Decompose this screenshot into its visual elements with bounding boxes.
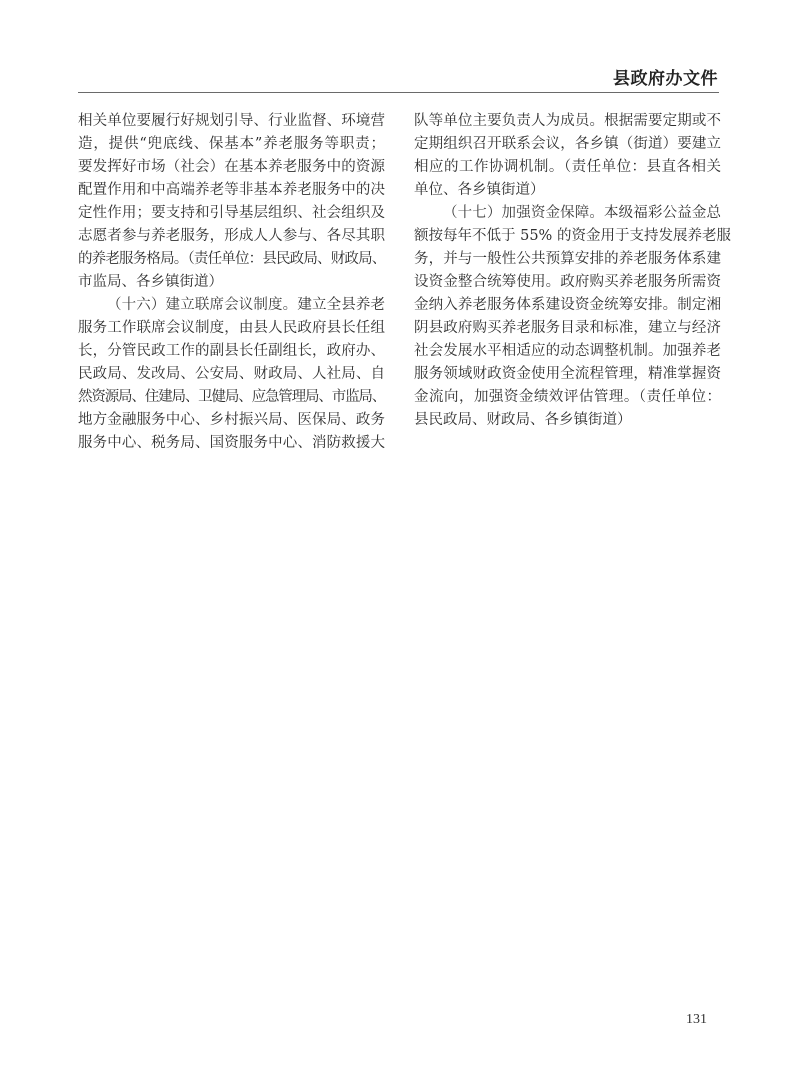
text-line: 长，分管民政工作的副县长任副组长，政府办、 xyxy=(78,343,385,359)
section-heading-16: （十六）建立联席会议制度。 xyxy=(107,297,298,313)
header-divider xyxy=(78,92,719,93)
text-line: 金流向，加强资金绩效评估管理。（责任单位： xyxy=(414,389,721,405)
text-line: 设资金整合统筹使用。政府购买养老服务所需资 xyxy=(414,274,721,290)
text-line: 相关单位要履行好规划引导、行业监督、环境营 xyxy=(78,113,385,129)
text-line: 单位、各乡镇街道） xyxy=(414,182,545,198)
text-line: 服务中心、税务局、国资服务中心、消防救援大 xyxy=(78,435,385,451)
text-run: 建立全县养老 xyxy=(297,297,386,313)
text-line: 县民政局、财政局、各乡镇街道） xyxy=(414,412,632,428)
text-line: 务，并与一般性公共预算安排的养老服务体系建 xyxy=(414,251,721,267)
text-line: 服务领域财政资金使用全流程管理，精准掌握资 xyxy=(414,366,721,382)
text-line: 金纳入养老服务体系建设资金统筹安排。制定湘 xyxy=(414,297,721,313)
text-line: 然资源局、住建局、卫健局、应急管理局、市监局、 xyxy=(78,389,385,405)
text-line: 服务工作联席会议制度，由县人民政府县长任组 xyxy=(78,320,385,336)
text-run: 本级福彩公益金总 xyxy=(604,205,722,221)
text-line: 志愿者参与养老服务，形成人人参与、各尽其职 xyxy=(78,228,385,244)
section-heading-17: （十七）加强资金保障。 xyxy=(443,205,605,221)
text-line: 定期组织召开联系会议，各乡镇（街道）要建立 xyxy=(414,136,721,152)
text-line: 阴县政府购买养老服务目录和标准，建立与经济 xyxy=(414,320,721,336)
text-line: 额按每年不低于 55% 的资金用于支持发展养老服 xyxy=(414,228,731,244)
right-column xyxy=(414,110,731,432)
text-line: 的养老服务格局。（责任单位：县民政局、财政局、 xyxy=(78,251,385,267)
paragraph-first-line xyxy=(414,202,721,225)
text-line: 造，提供“兜底线、保基本”养老服务等职责； xyxy=(78,136,385,152)
text-line: 队等单位主要负责人为成员。根据需要定期或不 xyxy=(414,113,721,129)
text-line: 民政局、发改局、公安局、财政局、人社局、自 xyxy=(78,366,385,382)
left-column xyxy=(78,110,385,455)
paragraph-first-line xyxy=(78,294,385,317)
text-line: 地方金融服务中心、乡村振兴局、医保局、政务 xyxy=(78,412,385,428)
text-line: 相应的工作协调机制。（责任单位：县直各相关 xyxy=(414,159,721,175)
text-line: 定性作用；要支持和引导基层组织、社会组织及 xyxy=(78,205,385,221)
text-line: 配置作用和中高端养老等非基本养老服务中的决 xyxy=(78,182,385,198)
page-number: 131 xyxy=(686,1012,707,1027)
text-line: 市监局、各乡镇街道） xyxy=(78,274,223,290)
running-header-title: 县政府办文件 xyxy=(613,69,718,89)
text-line: 要发挥好市场（社会）在基本养老服务中的资源 xyxy=(78,159,385,175)
text-line: 社会发展水平相适应的动态调整机制。加强养老 xyxy=(414,343,721,359)
